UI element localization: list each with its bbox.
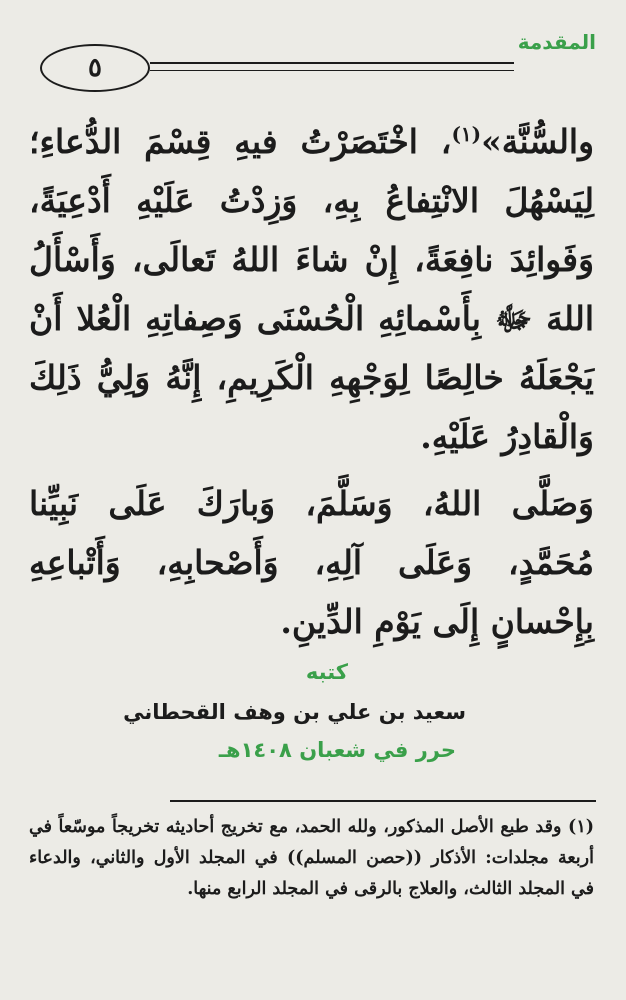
signature-label: كتبه — [305, 660, 348, 684]
author-name: سعيد بن علي بن وهف القحطاني — [123, 700, 466, 724]
paragraph-1-rest: ، اخْتَصَرْتُ فيهِ قِسْمَ الدُّعاءِ؛ لِيَسْهُلَ الانْتِفاعُ بِهِ، وَزِدْتُ عَلَيْهِ أَدْعِيَةً، وَفَوائِدَ نافِعَةً، إِنْ شاءَ اللهُ تَعالَى، وَأَسْأَلُ اللهَ ﷻ بِأَسْمائِهِ الْحُسْنَى وَصِفاتِهِ الْعُلا أَنْ يَجْعَلَهُ خالِصًا لِوَجْهِهِ الْكَرِيمِ، إِنَّهُ وَلِيُّ ذَلِكَ وَالْقادِرُ عَلَيْهِ. — [29, 122, 594, 456]
header-rule — [150, 62, 514, 71]
paragraph-1-start: والسُّنَّة» — [481, 122, 594, 161]
paragraph-2: وَصَلَّى اللهُ، وَسَلَّمَ، وَبارَكَ عَلَى نَبِيِّنا مُحَمَّدٍ، وَعَلَى آلِهِ، وَأَصْحابِهِ، وَأَتْباعِهِ بِإِحْسانٍ إِلَى يَوْمِ الدِّينِ. — [29, 484, 594, 641]
page-number: ٥ — [40, 44, 150, 92]
footnote: (١) وقد طبع الأصل المذكور، ولله الحمد، مع تخريج أحاديثه تخريجاً موسّعاً في أربعة مجلدات: الأذكار ((حصن المسلم)) في المجلد الأول والثاني، والدعاء في المجلد الثالث، والعلاج بالرقى في المجلد الرابع منها. — [29, 817, 594, 899]
section-title: المقدمة — [517, 30, 596, 54]
footnote-divider — [170, 800, 596, 802]
footnote-reference[interactable]: (١) — [451, 122, 482, 146]
main-text — [29, 112, 594, 651]
paragraph-1 — [29, 112, 594, 466]
signature-date: حرر في شعبان ١٤٠٨هـ — [218, 738, 456, 762]
